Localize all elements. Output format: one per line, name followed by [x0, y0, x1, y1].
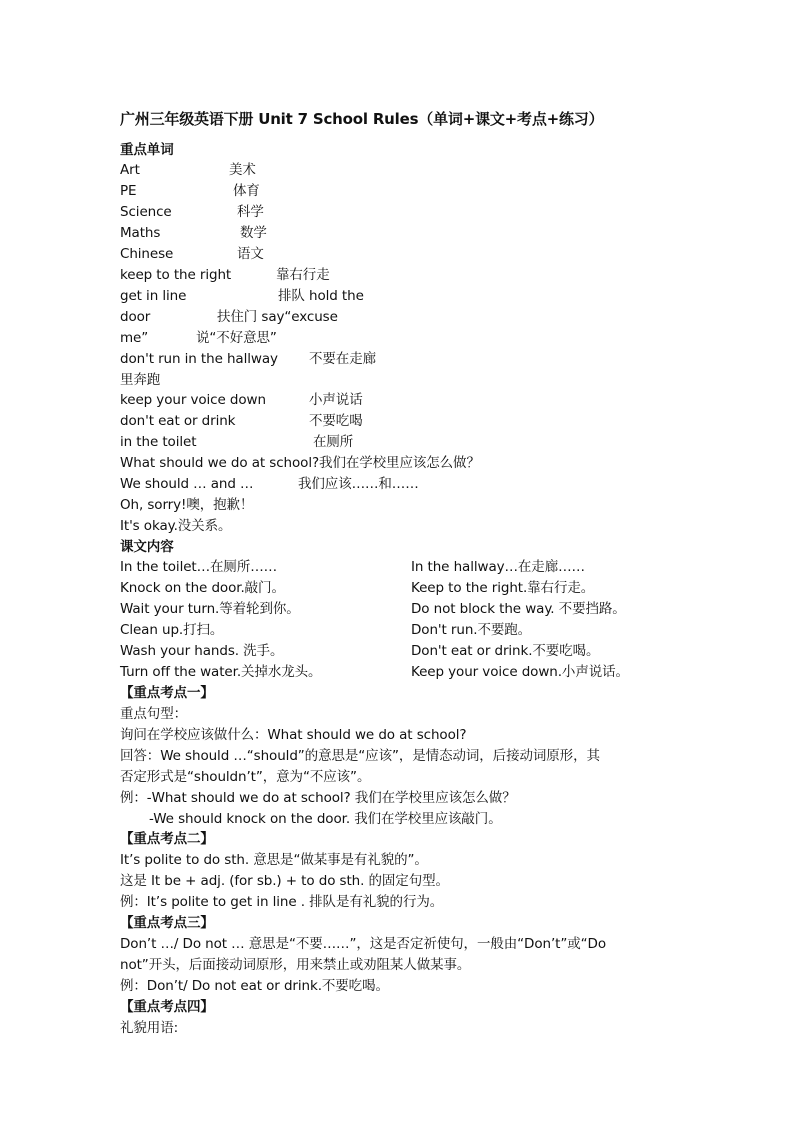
- vocab-en: don't run in the hallway: [120, 351, 278, 367]
- text-left-line: Knock on the door.敲门。: [120, 580, 285, 596]
- point1-line: 重点句型：: [120, 706, 187, 722]
- vocab-en: keep your voice down: [120, 392, 266, 408]
- text-right-line: Don't eat or drink.不要吃喝。: [411, 643, 600, 659]
- text-right-line: Keep to the right.靠右行走。: [411, 580, 595, 596]
- vocab-zh: 靠右行走: [276, 267, 330, 283]
- point1-line: 例：-What should we do at school? 我们在学校里应该怎么做？: [120, 790, 516, 806]
- point2-heading: 【重点考点二】: [120, 831, 214, 847]
- vocab-zh: 体育: [233, 183, 260, 199]
- vocab-en: Chinese: [120, 246, 174, 262]
- text-left-line: Clean up.打扫。: [120, 622, 224, 638]
- vocab-en: don't eat or drink: [120, 413, 236, 429]
- vocab-zh: 说“不好意思”: [196, 330, 277, 346]
- text-left-line: Wait your turn.等着轮到你。: [120, 601, 300, 617]
- vocab-en: Art: [120, 162, 140, 178]
- point1-line: 回答：We should …“should”的意思是“应该”，是情态动词，后接动词原形，其: [120, 748, 600, 764]
- vocab-zh: 不要在走廊: [309, 351, 376, 367]
- sentence-line: What should we do at school?我们在学校里应该怎么做？: [120, 455, 480, 471]
- document-title: 广州三年级英语下册 Unit 7 School Rules（单词+课文+考点+练习）: [120, 110, 604, 128]
- vocab-zh: 科学: [237, 204, 264, 220]
- point2-line: It’s polite to do sth. 意思是“做某事是有礼貌的”。: [120, 852, 428, 868]
- vocab-en: 里奔跑: [120, 372, 161, 388]
- vocab-zh: 小声说话: [309, 392, 363, 408]
- vocab-en: get in line: [120, 288, 187, 304]
- vocab-heading: 重点单词: [120, 142, 174, 158]
- point1-line: 询问在学校应该做什么：What should we do at school?: [120, 727, 467, 743]
- point4-heading: 【重点考点四】: [120, 999, 214, 1015]
- text-right-line: Keep your voice down.小声说话。: [411, 664, 629, 680]
- vocab-zh: 语文: [237, 246, 264, 262]
- vocab-zh: 扶住门 say“excuse: [217, 309, 338, 325]
- vocab-zh: 在厕所: [313, 434, 354, 450]
- point2-line: 例：It’s polite to get in line . 排队是有礼貌的行为。: [120, 894, 444, 910]
- vocab-en: keep to the right: [120, 267, 232, 283]
- vocab-en: in the toilet: [120, 434, 197, 450]
- sentence-line: 我们应该……和……: [298, 476, 419, 492]
- point3-heading: 【重点考点三】: [120, 915, 214, 931]
- vocab-zh: 排队 hold the: [278, 288, 364, 304]
- sentence-line: We should … and …: [120, 476, 254, 492]
- point3-line: not”开头，后面接动词原形，用来禁止或劝阻某人做某事。: [120, 957, 471, 973]
- point1-line: -We should knock on the door. 我们在学校里应该敲门。: [149, 811, 502, 827]
- text-right-line: Do not block the way. 不要挡路。: [411, 601, 626, 617]
- vocab-en: door: [120, 309, 151, 325]
- point3-line: 例：Don’t/ Do not eat or drink.不要吃喝。: [120, 978, 389, 994]
- text-right-line: Don't run.不要跑。: [411, 622, 532, 638]
- point3-line: Don’t …/ Do not … 意思是“不要……”，这是否定祈使句，一般由“Don’t”或“Do: [120, 936, 606, 952]
- vocab-en: Maths: [120, 225, 161, 241]
- vocab-zh: 美术: [229, 162, 256, 178]
- vocab-zh: 数学: [240, 225, 267, 241]
- point1-heading: 【重点考点一】: [120, 685, 214, 701]
- text-right-line: In the hallway…在走廊……: [411, 559, 585, 575]
- point1-line: 否定形式是“shouldn’t”，意为“不应该”。: [120, 769, 371, 785]
- text-left-line: Turn off the water.关掉水龙头。: [120, 664, 322, 680]
- point4-line: 礼貌用语:: [120, 1020, 179, 1036]
- text-left-line: In the toilet…在厕所……: [120, 559, 278, 575]
- vocab-en: Science: [120, 204, 172, 220]
- sentence-line: It's okay.没关系。: [120, 518, 232, 534]
- text-left-line: Wash your hands. 洗手。: [120, 643, 284, 659]
- text-heading: 课文内容: [120, 539, 174, 555]
- vocab-zh: 不要吃喝: [309, 413, 363, 429]
- vocab-en: me”: [120, 330, 149, 346]
- point2-line: 这是 It be + adj. (for sb.) + to do sth. 的固定句型。: [120, 873, 449, 889]
- sentence-line: Oh, sorry!噢，抱歉！: [120, 497, 254, 513]
- vocab-en: PE: [120, 183, 137, 199]
